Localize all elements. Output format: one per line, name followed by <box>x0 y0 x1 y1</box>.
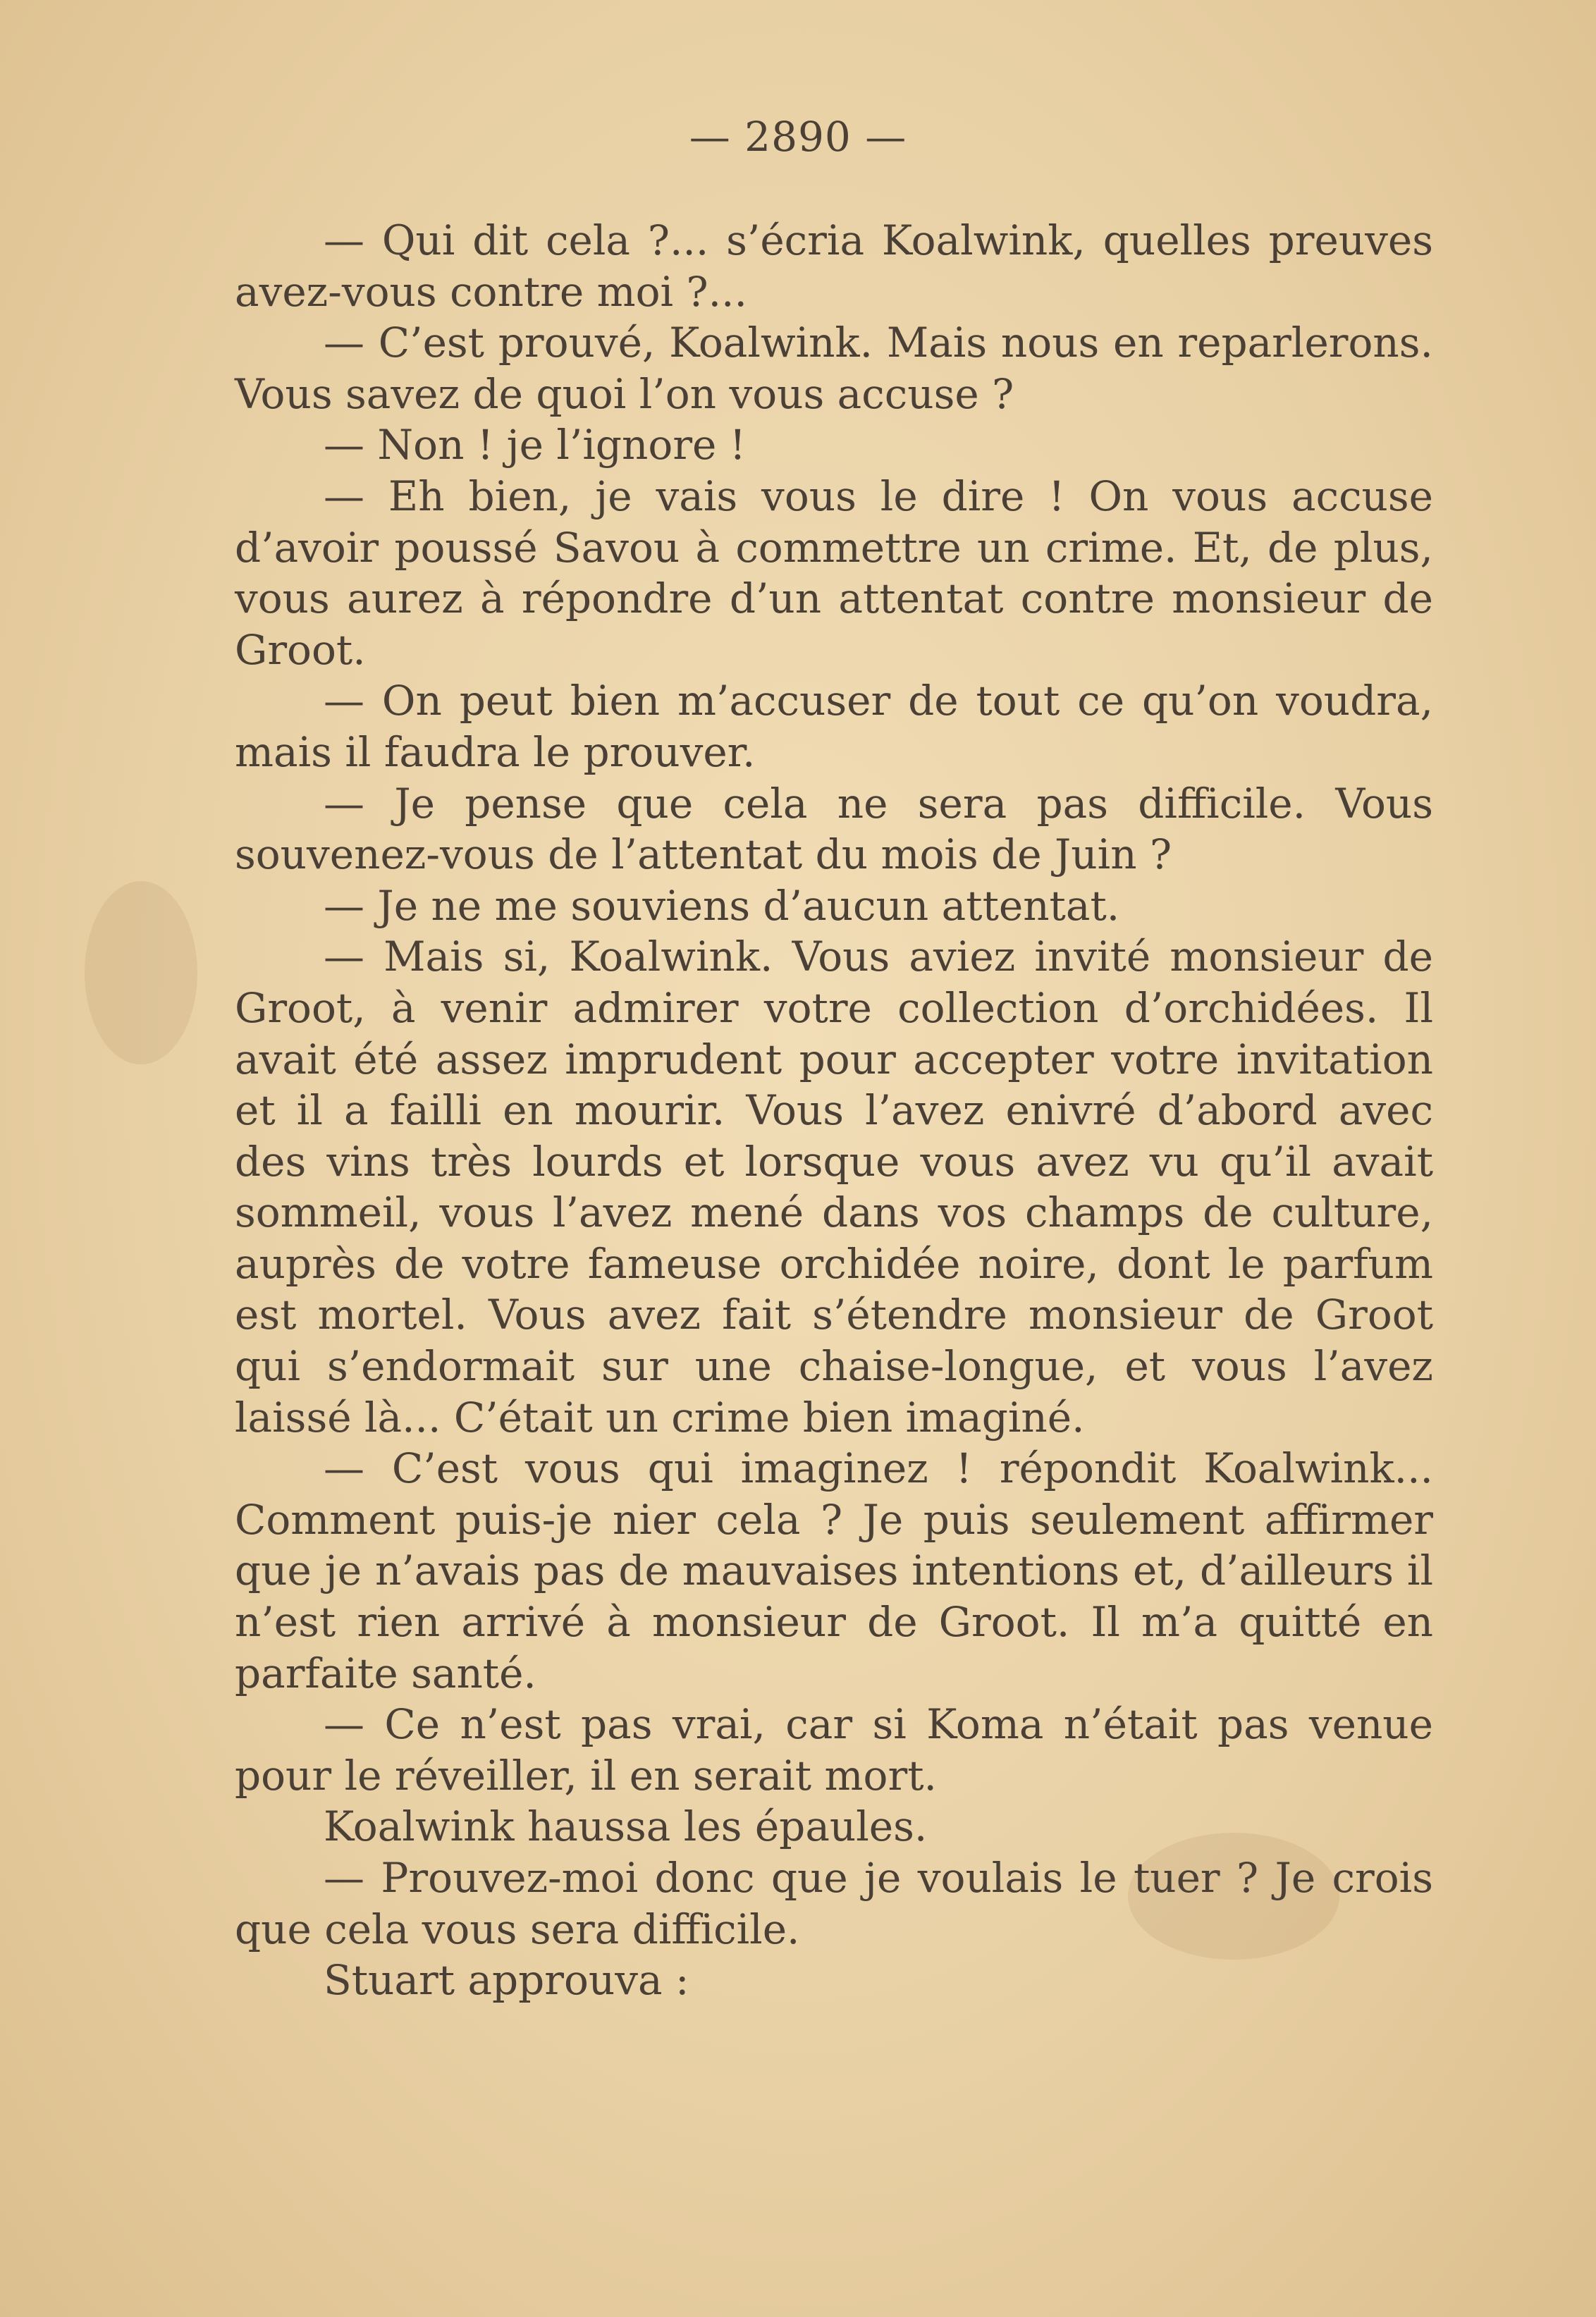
paper-stain <box>85 881 197 1064</box>
paragraph: — Qui dit cela ?... s’écria Koalwink, quelles preuves avez-vous contre moi ?... <box>235 216 1433 316</box>
paragraph: — C’est prouvé, Koalwink. Mais nous en reparlerons. Vous savez de quoi l’on vous accuse ? <box>235 319 1433 418</box>
paragraph: — Je pense que cela ne sera pas difficile. Vous souvenez-vous de l’attentat du mois de Juin ? <box>235 779 1433 879</box>
paragraph: — Prouvez-moi donc que je voulais le tuer ? Je crois que cela vous sera difficile. <box>235 1854 1433 1953</box>
paragraph: — Je ne me souviens d’aucun attentat. <box>324 881 1120 930</box>
paragraph: Stuart approuva : <box>324 1956 689 2005</box>
paragraph: — On peut bien m’accuser de tout ce qu’on voudra, mais il faudra le prouver. <box>235 677 1433 776</box>
paragraph: — Eh bien, je vais vous le dire ! On vous accuse d’avoir poussé Savou à commettre un crime. Et, de plus, vous aurez à répondre d’un attentat contre monsieur de Groot. <box>235 472 1433 674</box>
paragraph: — Mais si, Koalwink. Vous aviez invité monsieur de Groot, à venir admirer votre collection d’orchidées. Il avait été assez imprudent pour accepter votre invitation et il a failli en mourir. Vous l’avez enivré d’abord avec des vins très lourds et lorsque vous avez vu qu’il avait sommeil, vous l’avez mené dans vos champs de culture, auprès de votre fameuse orchidée noire, dont le parfum est mortel. Vous avez fait s’étendre monsieur de Groot qui s’endormait sur une chaise-longue, et vous l’avez laissé là... C’était un crime bien imaginé. <box>235 933 1433 1442</box>
paragraph: — Non ! je l’ignore ! <box>324 421 747 469</box>
paragraph: — Ce n’est pas vrai, car si Koma n’était pas venue pour le réveiller, il en serait mort. <box>235 1700 1433 1800</box>
paragraph: Koalwink haussa les épaules. <box>324 1802 928 1851</box>
body-text <box>235 215 1433 2006</box>
paragraph: — C’est vous qui imaginez ! répondit Koalwink... Comment puis-je nier cela ? Je puis seulement affirmer que je n’avais pas de mauvaises intentions et, d’ailleurs il n’est rien arrivé à monsieur de Groot. Il m’a quitté en parfaite santé. <box>235 1444 1433 1697</box>
page-number: — 2890 — <box>689 113 907 161</box>
